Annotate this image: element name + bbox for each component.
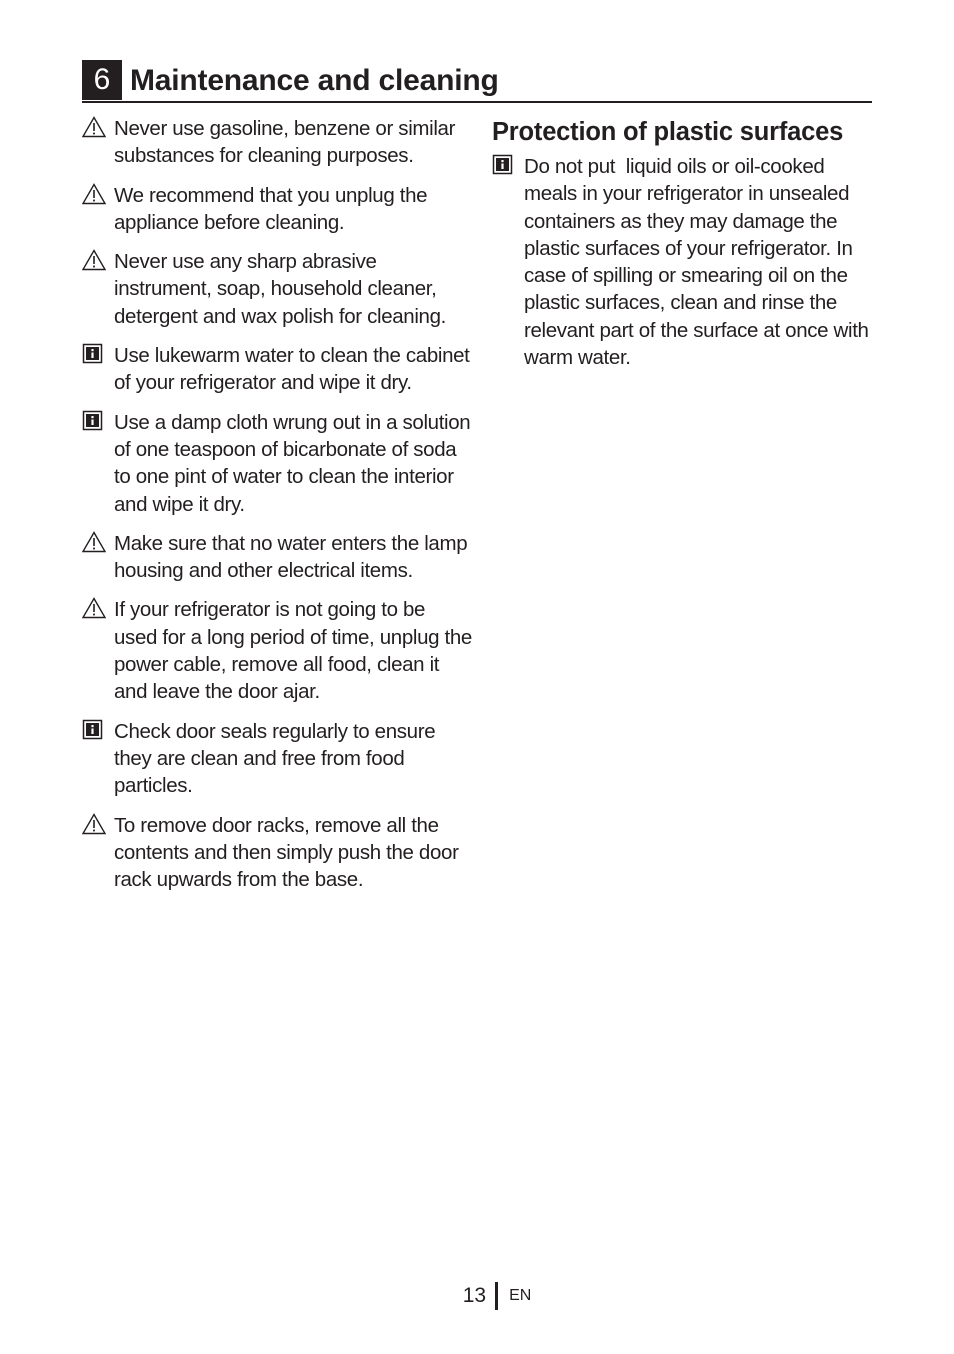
left-column: [82, 115, 472, 905]
right-column: [490, 115, 880, 383]
page-footer: [0, 1282, 954, 1310]
warning-icon: [82, 249, 106, 271]
note-text: To remove door racks, remove all the contents and then simply push the door rack upwards from the base.: [114, 813, 459, 892]
warning-icon: [82, 597, 106, 619]
language-code: EN: [509, 1287, 532, 1304]
note-item: [82, 596, 472, 705]
note-item: [82, 718, 472, 800]
note-text: Never use gasoline, benzene or similar substances for cleaning purposes.: [114, 117, 456, 168]
note-text: Never use any sharp abrasive instrument, soap, household cleaner, detergent and wax polish for cleaning.: [114, 250, 447, 328]
note-text: Check door seals regularly to ensure they are clean and free from food particles.: [114, 719, 436, 798]
warning-icon: [82, 183, 106, 205]
page-number: 13: [462, 1284, 487, 1307]
note-item: [82, 530, 472, 585]
info-icon: [82, 719, 106, 741]
footer-divider: [495, 1282, 498, 1310]
note-text: Make sure that no water enters the lamp housing and other electrical items.: [114, 531, 468, 583]
note-item: [82, 409, 472, 518]
section-title: Maintenance and cleaning: [130, 63, 499, 97]
note-item: [82, 342, 472, 397]
note-item: [82, 812, 472, 894]
note-text: We recommend that you unplug the appliance before cleaning.: [114, 183, 428, 234]
note-item: [82, 115, 472, 170]
section-header: [82, 60, 872, 103]
warning-icon: [82, 116, 106, 138]
note-text: Do not put liquid oils or oil-cooked meals in your refrigerator in unsealed containers as they may damage the plastic surfaces of your refrigerator. In case of spilling or smearing oil on the plastic surfaces, clean and rinse the relevant part of the surface at once with warm water.: [524, 155, 874, 370]
note-item: [492, 153, 880, 371]
warning-icon: [82, 531, 106, 553]
warning-icon: [82, 813, 106, 835]
section-number: 6: [82, 60, 122, 100]
info-icon: [82, 410, 106, 432]
note-text: Use lukewarm water to clean the cabinet of your refrigerator and wipe it dry.: [114, 344, 470, 395]
note-item: [82, 248, 472, 330]
note-item: [82, 182, 472, 237]
info-icon: [82, 343, 106, 365]
info-icon: [492, 154, 516, 176]
note-text: Use a damp cloth wrung out in a solution of one teaspoon of bicarbonate of soda to one pint of water to clean the interior and wipe it dry.: [114, 410, 471, 516]
subsection-heading: Protection of plastic surfaces: [492, 118, 844, 146]
note-text: If your refrigerator is not going to be used for a long period of time, unplug the power cable, remove all food, clean it and leave the door ajar.: [114, 598, 472, 704]
